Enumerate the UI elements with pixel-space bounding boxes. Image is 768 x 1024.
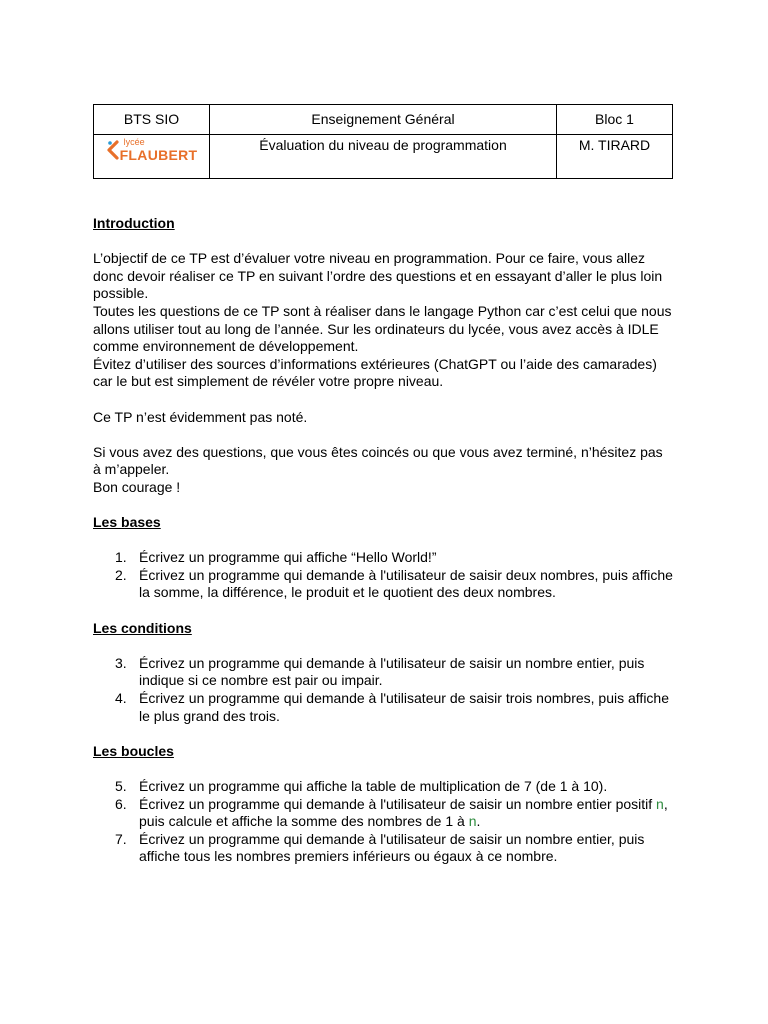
logo-cell [94,135,210,179]
item-number: 3. [115,654,127,671]
variable-n: n [468,813,477,830]
header-row-1 [94,105,673,135]
item-number: 5. [115,778,127,794]
document-title-cell: Évaluation du niveau de programmation [210,135,557,179]
list-item [93,549,673,567]
item-number: 4. [115,690,127,707]
variable-n: n [656,795,664,812]
item-text: Écrivez un programme qui demande à l'utilisateur de saisir un nombre entier, puis affiche tous les nombres premiers inférieurs ou égaux à ce nombre. [139,830,645,865]
intro-paragraph: Bon courage ! [93,478,181,495]
list-item [93,831,673,866]
item-number: 6. [115,795,127,812]
question-list [93,655,673,725]
item-text: Écrivez un programme qui affiche la table de multiplication de 7 (de 1 à 10). [139,778,608,794]
item-text-part: , puis calcule et affiche la somme des nombres de 1 à [139,795,668,830]
list-item [93,796,673,831]
question-list [93,778,673,866]
header-table [93,104,673,179]
header-row-2 [94,135,673,179]
item-text: Écrivez un programme qui demande à l'utilisateur de saisir deux nombres, puis affiche la somme, la différence, le produit et le quotient des deux nombres. [139,566,673,601]
section-heading-les-boucles: Les boucles [93,742,174,759]
block-cell: Bloc 1 [557,105,673,135]
list-item [93,690,673,725]
intro-paragraph: Ce TP n’est évidemment pas noté. [93,408,308,425]
list-item [93,778,673,796]
logo-small-text: lycée [123,137,145,147]
item-text: Écrivez un programme qui demande à l'utilisateur de saisir un nombre entier, puis indique si ce nombre est pair ou impair. [139,654,645,689]
item-text-part: Écrivez un programme qui demande à l'utilisateur de saisir un nombre entier positif [139,795,657,812]
section-heading-les-conditions: Les conditions [93,619,192,636]
teacher-cell: M. TIRARD [557,135,673,179]
question-list [93,549,673,602]
item-number: 1. [115,549,127,566]
list-item [93,655,673,690]
list-item [93,567,673,602]
item-text: Écrivez un programme qui demande à l'utilisateur de saisir trois nombres, puis affiche le plus grand des trois. [139,690,669,724]
logo-big-text: FLAUBERT [119,147,198,163]
subject-cell: Enseignement Général [210,105,557,135]
intro-paragraph: L’objectif de ce TP est d’évaluer votre niveau en programmation. Pour ce faire, vous allez donc devoir réaliser ce TP en suivant l’ordre des questions et en essayant d’aller le plus loin possible. [93,250,663,302]
section-heading-les-bases: Les bases [93,514,161,531]
logo-mark-icon [106,139,120,161]
item-text: Écrivez un programme qui affiche “Hello World!” [139,549,437,566]
section-heading-introduction: Introduction [93,215,175,231]
item-text-part: . [476,813,481,830]
item-number: 2. [115,566,127,583]
intro-paragraph: Évitez d’utiliser des sources d’informations extérieures (ChatGPT ou l’aide des camarades) car le but est simplement de révéler votre propre niveau. [93,355,657,390]
item-number: 7. [115,830,127,847]
document-body [93,215,673,866]
intro-paragraph: Toutes les questions de ce TP sont à réaliser dans le langage Python car c’est celui que nous allons utiliser tout au long de l’année. Sur les ordinateurs du lycée, vous avez accès à IDLE comme environnement de développement. [93,302,672,355]
intro-paragraph: Si vous avez des questions, que vous êtes coincés ou que vous avez terminé, n’hésitez pas à m’appeler. [93,443,663,478]
lycee-flaubert-logo [106,137,198,163]
course-code-cell: BTS SIO [94,105,210,135]
document-page [93,104,673,866]
